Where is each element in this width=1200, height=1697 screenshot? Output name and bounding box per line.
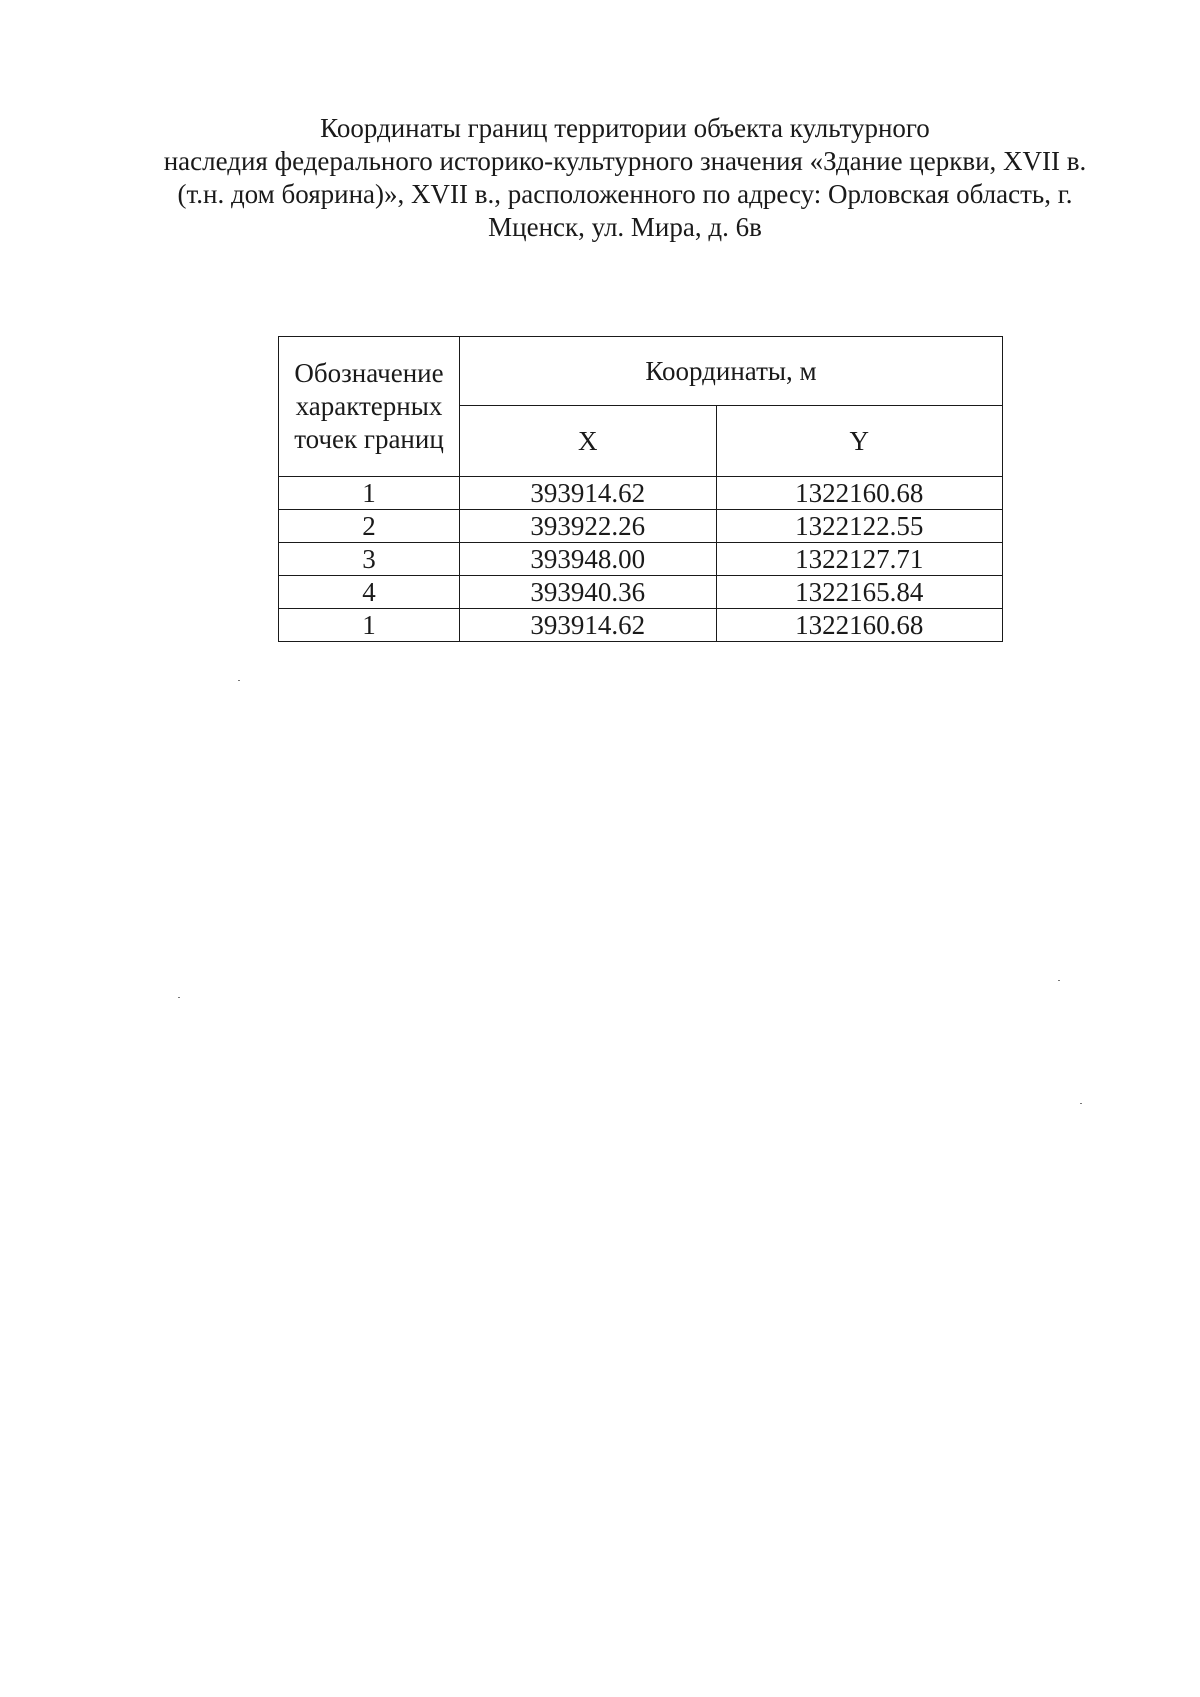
x-cell: 393948.00 (460, 543, 717, 576)
y-cell: 1322127.71 (716, 543, 1002, 576)
scan-speck (178, 997, 180, 998)
x-cell: 393922.26 (460, 510, 717, 543)
x-cell: 393940.36 (460, 576, 717, 609)
table-row (279, 477, 1003, 510)
title-line: наследия федерального историко-культурного значения «Здание церкви, XVII в. (163, 146, 1087, 176)
title-line: (т.н. дом боярина)», XVII в., расположенного по адресу: Орловская область, г. (177, 179, 1073, 209)
scan-speck (238, 680, 240, 681)
table-row (279, 543, 1003, 576)
point-cell: 3 (279, 543, 460, 576)
y-cell: 1322160.68 (716, 477, 1002, 510)
header-coordinates: Координаты, м (460, 337, 1003, 406)
scan-speck (1080, 1103, 1082, 1104)
header-x: X (460, 406, 717, 477)
point-cell: 2 (279, 510, 460, 543)
header-y: Y (716, 406, 1002, 477)
document-title (150, 112, 1100, 244)
x-cell: 393914.62 (460, 477, 717, 510)
table-row (279, 609, 1003, 642)
x-cell: 393914.62 (460, 609, 717, 642)
point-cell: 1 (279, 609, 460, 642)
point-cell: 4 (279, 576, 460, 609)
table-row (279, 510, 1003, 543)
header-point-label: Обозначение характерных точек границ (279, 337, 460, 477)
y-cell: 1322160.68 (716, 609, 1002, 642)
y-cell: 1322122.55 (716, 510, 1002, 543)
title-line: Координаты границ территории объекта культурного (320, 113, 930, 143)
coordinates-table (278, 336, 1003, 642)
y-cell: 1322165.84 (716, 576, 1002, 609)
title-line: Мценск, ул. Мира, д. 6в (488, 212, 762, 242)
table-row (279, 576, 1003, 609)
point-cell: 1 (279, 477, 460, 510)
scan-speck (1058, 980, 1060, 981)
